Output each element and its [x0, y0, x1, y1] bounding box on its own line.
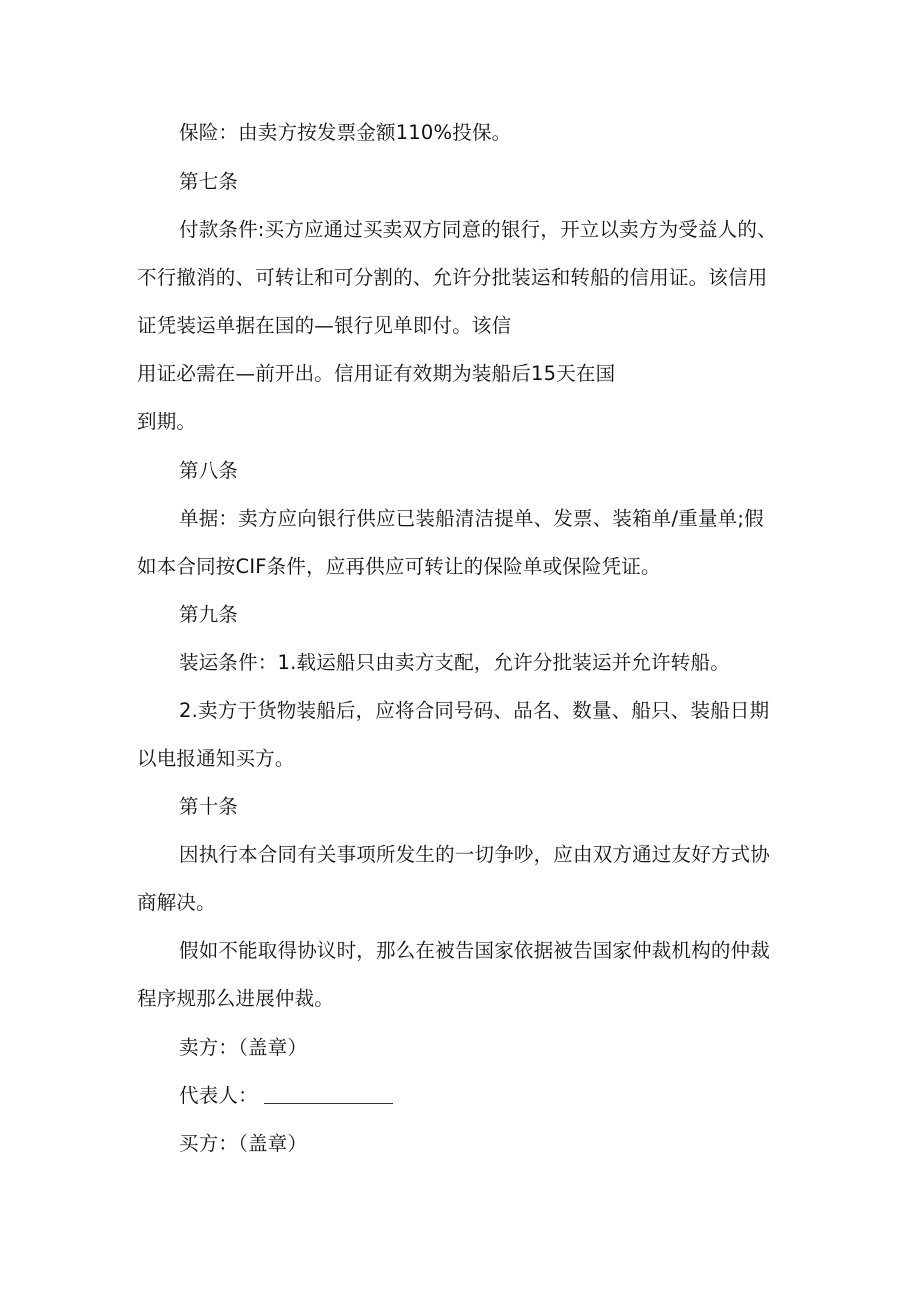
shipment-clause-line-3: 以电报通知买方。 — [137, 747, 295, 770]
arbitration-clause-line-2: 程序规那么进展仲裁。 — [137, 987, 335, 1010]
insurance-clause: 保险：由卖方按发票金额110%投保。 — [179, 121, 512, 144]
payment-clause-line-1: 付款条件:买方应通过买卖双方同意的银行，开立以卖方为受益人的、 — [179, 218, 777, 241]
payment-clause-line-2: 不行撤消的、可转让和可分割的、允许分批装运和转船的信用证。该信用 — [137, 266, 768, 289]
representative-label: 代表人： — [179, 1084, 258, 1107]
shipment-clause-line-2: 2.卖方于货物装船后，应将合同号码、品名、数量、船只、装船日期 — [179, 699, 770, 722]
seller-seal-label: 卖方：（盖章） — [179, 1036, 308, 1059]
documents-clause-line-2: 如本合同按CIF条件，应再供应可转让的保险单或保险凭证。 — [137, 555, 661, 578]
payment-clause-line-3: 证凭装运单据在国的—银行见单即付。该信 — [137, 314, 512, 337]
article-10-heading: 第十条 — [179, 795, 239, 818]
arbitration-clause-line-1: 假如不能取得协议时，那么在被告国家依据被告国家仲裁机构的仲裁 — [179, 939, 771, 962]
representative-signature-line — [264, 1103, 393, 1104]
documents-clause-line-1: 单据：卖方应向银行供应已装船清洁提单、发票、装箱单/重量单;假 — [179, 507, 764, 530]
dispute-clause-line-2: 商解决。 — [137, 891, 216, 914]
shipment-clause-line-1: 装运条件：1.载运船只由卖方支配，允许分批装运并允许转船。 — [179, 651, 730, 674]
dispute-clause-line-1: 因执行本合同有关事项所发生的一切争吵，应由双方通过友好方式协 — [179, 843, 771, 866]
payment-clause-line-4: 用证必需在—前开出。信用证有效期为装船后15天在国 — [137, 362, 616, 385]
payment-clause-line-5: 到期。 — [137, 410, 197, 433]
article-8-heading: 第八条 — [179, 459, 239, 482]
buyer-seal-label: 买方：（盖章） — [179, 1132, 308, 1155]
article-7-heading: 第七条 — [179, 170, 239, 193]
article-9-heading: 第九条 — [179, 603, 239, 626]
